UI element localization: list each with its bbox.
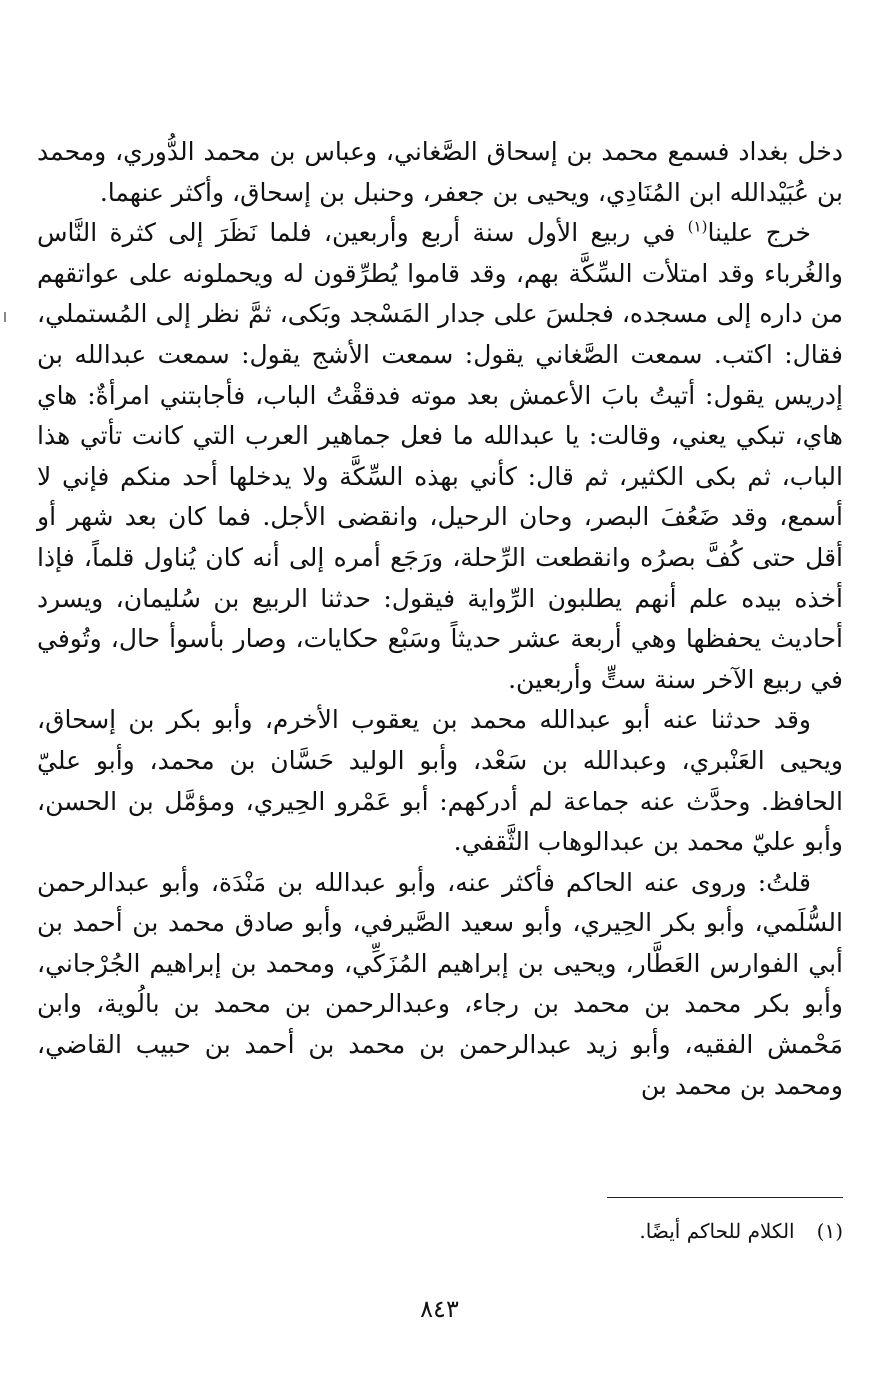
paragraph-3: وقد حدثنا عنه أبو عبدالله محمد بن يعقوب الأخرم، وأبو بكر بن إسحاق، ويحيى العَنْبري، وعبدالله بن سَعْد، وأبو الوليد حَسَّان بن محمد، وأبو عليّ الحافظ. وحدَّث عنه جماعة لم أدركهم: أبو عَمْرو الحِيري، ومؤمَّل بن الحسن، وأبو عليّ محمد بن عبدالوهاب الثَّقفي.: [37, 705, 843, 857]
paragraph-2-body: في ربيع الأول سنة أربع وأربعين، فلما نَظَرَ إلى كثرة النَّاس والغُرباء وقد امتلأت السِّكَّة بهم، وقد قاموا يُطرِّقون له ويحملونه على عواتقهم من داره إلى مسجده، فجلسَ على جدار المَسْجد وبَكى، ثمَّ نظر إلى المُستملي، فقال: اكتب. سمعت الصَّغاني يقول: سمعت الأشج يقول: سمعت عبدالله بن إدريس يقول: أتيتُ بابَ الأعمش بعد موته فدققْتُ الباب، فأجابتني امرأةٌ: هاي هاي، تبكي يعني، وقالت: يا عبدالله ما فعل جماهير العرب التي كانت تأتي هذا الباب، ثم بكى الكثير، ثم قال: كأني بهذه السِّكَّة ولا يدخلها أحد منكم فإني لا أسمع، وقد ضَعُفَ البصر، وحان الرحيل، وانقضى الأجل. فما كان بعد شهر أو أقل حتى كُفَّ بصرُه وانقطعت الرِّحلة، ورَجَع أمره إلى أنه كان يُناول قلماً، فإذا أخذه بيده علم أنهم يطلبون الرِّواية فيقول: حدثنا الربيع بن سُليمان، ويسرد أحاديث يحفظها وهي أربعة عشر حديثاً وسَبْع حكايات، وصار بأسوأ حال، وتُوفي في ربيع الآخر سنة ستٍّ وأربعين.: [37, 218, 844, 694]
paragraph-2: [37, 213, 843, 700]
main-text: [37, 132, 843, 1106]
footnote: [37, 1216, 843, 1246]
paragraph-1: دخل بغداد فسمع محمد بن إسحاق الصَّغاني، وعباس بن محمد الدُّوري، ومحمد بن عُبَيْدالله ابن المُنَادِي، ويحيى بن جعفر، وحنبل بن إسحاق، وأكثر عنهما.: [37, 137, 843, 207]
footnote-number: (١): [816, 1219, 843, 1243]
footnote-divider: [607, 1197, 843, 1198]
paragraph-2-opening: خرج علينا: [707, 218, 812, 248]
page-number: ٨٤٣: [420, 1295, 459, 1323]
footnote-text: الكلام للحاكم أيضًا.: [639, 1219, 795, 1243]
footnote-reference[interactable]: (١): [687, 217, 708, 236]
margin-mark: [4, 312, 6, 322]
paragraph-4: قلتُ: وروى عنه الحاكم فأكثر عنه، وأبو عبدالله بن مَنْدَة، وأبو عبدالرحمن السُّلَمي، وأبو بكر الحِيري، وأبو سعيد الصَّيرفي، وأبو صادق محمد بن أحمد بن أبي الفوارس العَطَّار، ويحيى بن إبراهيم المُزَكِّي، ومحمد بن إبراهيم الجُرْجاني، وأبو بكر محمد بن محمد بن رجاء، وعبدالرحمن بن محمد بن بالُوية، وابن مَحْمش الفقيه، وأبو زيد عبدالرحمن بن محمد بن أحمد بن حبيب القاضي، ومحمد بن محمد بن: [37, 867, 843, 1100]
